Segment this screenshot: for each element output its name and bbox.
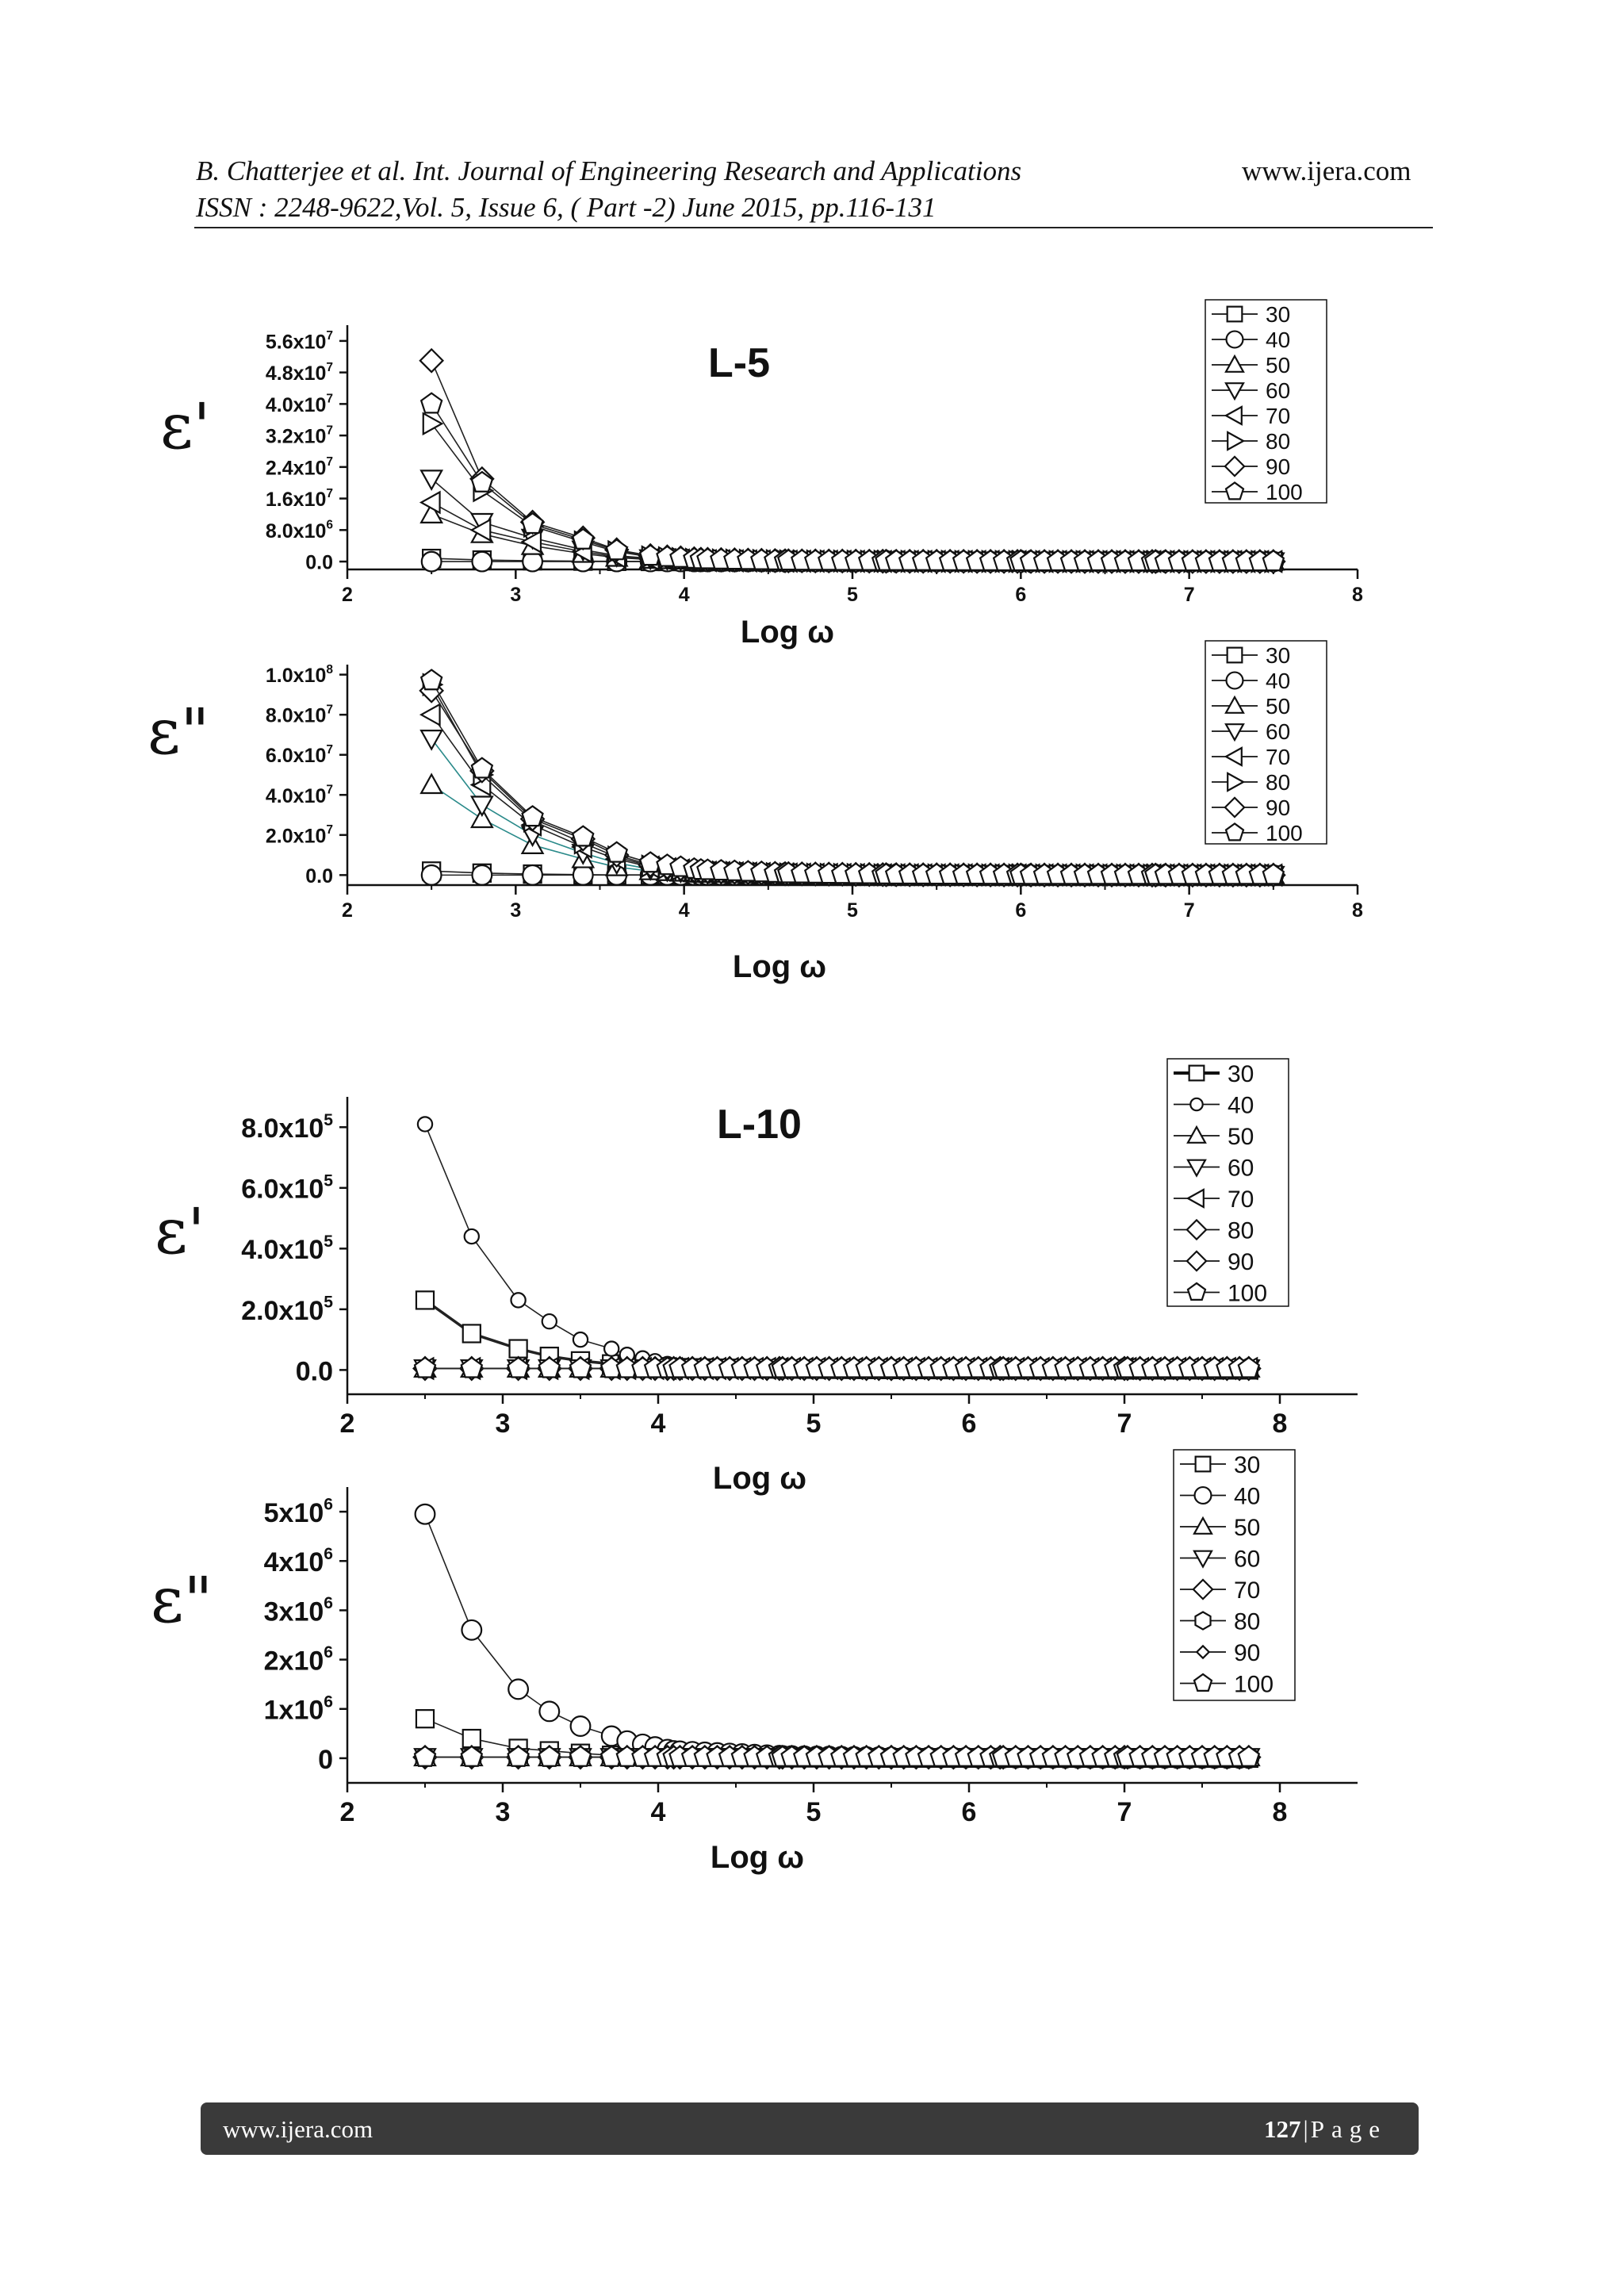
y-axis-label: ε' <box>160 389 211 463</box>
series-line <box>431 785 1274 876</box>
data-point <box>573 865 593 885</box>
data-point <box>542 1314 557 1328</box>
legend-marker <box>1195 1487 1212 1504</box>
legend-label: 100 <box>1266 821 1303 846</box>
data-point <box>421 730 442 749</box>
legend-label: 30 <box>1228 1060 1254 1087</box>
y-tick-label: $5.6x10^7$ <box>265 329 333 354</box>
x-tick-label: 2 <box>339 1409 355 1439</box>
legend-marker <box>1227 673 1243 689</box>
series-line <box>431 680 1274 875</box>
y-tick-label: $1.6x10^7$ <box>265 486 333 512</box>
y-tick-label: 0.0 <box>305 864 333 887</box>
chart-title: L-5 <box>708 340 770 386</box>
x-tick-label: 3 <box>510 899 522 922</box>
legend-label: 90 <box>1234 1639 1261 1666</box>
y-axis-label: ε' <box>155 1194 205 1268</box>
series-80 <box>423 674 1284 885</box>
x-tick-label: 2 <box>342 899 353 922</box>
series-80 <box>423 413 1284 572</box>
legend-label: 50 <box>1266 694 1291 719</box>
data-point <box>416 1291 434 1309</box>
legend-marker <box>1195 1612 1210 1630</box>
x-tick-label: 3 <box>495 1409 511 1439</box>
y-tick-label: $2.0x10^7$ <box>265 823 333 848</box>
data-point <box>421 775 442 793</box>
data-point <box>418 1117 432 1131</box>
legend-marker <box>1196 1457 1211 1472</box>
legend-marker <box>1189 1066 1205 1081</box>
x-tick-label: 7 <box>1116 1409 1132 1439</box>
legend-label: 90 <box>1266 454 1291 480</box>
y-tick-label: $4.0x10^5$ <box>241 1232 333 1266</box>
legend-label: 40 <box>1266 669 1291 694</box>
legend-label: 60 <box>1266 719 1291 745</box>
x-tick-label: 6 <box>961 1409 977 1439</box>
x-tick-label: 7 <box>1183 584 1195 606</box>
chart-4 <box>151 1450 1358 1875</box>
y-tick-label: $4.0x10^7$ <box>265 392 333 416</box>
series-line <box>431 715 1274 875</box>
legend-marker <box>1190 1098 1202 1110</box>
x-tick-label: 8 <box>1352 899 1363 922</box>
journal-site[interactable]: www.ijera.com <box>1242 155 1411 186</box>
x-tick-label: 2 <box>342 584 353 606</box>
y-axis-label: ε" <box>151 1563 213 1637</box>
y-tick-label: $3.2x10^7$ <box>265 424 333 448</box>
legend-label: 100 <box>1266 480 1303 505</box>
data-point <box>421 704 439 725</box>
y-tick-label: $8.0x10^5$ <box>241 1110 333 1144</box>
series-line <box>431 404 1274 562</box>
data-point <box>421 470 442 489</box>
data-point <box>422 552 442 572</box>
series-60 <box>421 730 1284 885</box>
legend-label: 80 <box>1228 1217 1254 1244</box>
series-line <box>431 424 1274 562</box>
data-point <box>571 1716 591 1736</box>
data-point <box>465 1229 479 1244</box>
legend-label: 40 <box>1228 1092 1254 1119</box>
legend-label: 50 <box>1266 353 1291 378</box>
legend-marker <box>1228 307 1243 322</box>
page-separator: | <box>1303 2115 1308 2143</box>
y-tick-label: $8.0x10^6$ <box>265 518 333 542</box>
x-tick-label: 4 <box>678 899 690 922</box>
legend-label: 100 <box>1234 1671 1274 1698</box>
x-tick-label: 5 <box>806 1797 822 1827</box>
y-tick-label: $2.4x10^7$ <box>265 455 333 480</box>
y-tick-label: $1.0x10^8$ <box>265 662 333 688</box>
y-tick-label: 0.0 <box>295 1356 333 1387</box>
page-label: Page <box>1310 2115 1387 2143</box>
legend-label: 40 <box>1266 328 1291 353</box>
data-point <box>463 1730 481 1747</box>
chart-1 <box>160 300 1363 650</box>
legend-label: 70 <box>1228 1186 1254 1213</box>
data-point <box>604 1342 619 1356</box>
y-tick-label: $2x10^6$ <box>263 1643 333 1677</box>
legend-marker <box>1227 332 1243 348</box>
x-tick-label: 7 <box>1116 1797 1132 1827</box>
x-axis-label: Log ω <box>732 949 827 984</box>
series-90 <box>420 680 1285 887</box>
legend <box>1167 1059 1289 1306</box>
legend-label: 70 <box>1266 404 1291 429</box>
x-tick-label: 4 <box>650 1797 666 1827</box>
legend-label: 80 <box>1266 429 1291 454</box>
data-point <box>607 842 627 862</box>
series-line <box>425 1124 1249 1370</box>
data-point <box>511 1293 526 1307</box>
y-tick-label: $8.0x10^7$ <box>265 703 333 727</box>
chart-3 <box>155 1059 1358 1496</box>
footer-site[interactable]: www.ijera.com <box>223 2115 373 2143</box>
legend-label: 80 <box>1234 1608 1261 1635</box>
y-tick-label: 0.0 <box>305 551 333 574</box>
y-tick-label: $4.0x10^7$ <box>265 783 333 807</box>
series-line <box>431 691 1274 875</box>
legend-label: 30 <box>1266 643 1291 669</box>
y-tick-label: $6.0x10^7$ <box>265 742 333 768</box>
data-point <box>472 797 492 815</box>
x-axis-label: Log ω <box>710 1840 805 1875</box>
data-point <box>523 806 543 826</box>
legend-label: 40 <box>1234 1483 1261 1510</box>
data-point <box>416 1710 434 1727</box>
x-tick-label: 6 <box>961 1797 977 1827</box>
y-axis-label: ε" <box>147 695 210 769</box>
x-tick-label: 4 <box>678 584 690 606</box>
series-line <box>431 684 1274 875</box>
y-tick-label: $5x10^6$ <box>263 1495 333 1529</box>
y-tick-label: $2.0x10^5$ <box>241 1293 333 1326</box>
data-point <box>416 1504 435 1524</box>
legend-marker <box>1228 648 1243 663</box>
data-point <box>462 1620 481 1640</box>
page-footer <box>201 2102 1419 2155</box>
x-tick-label: 8 <box>1272 1409 1288 1439</box>
x-tick-label: 6 <box>1015 899 1027 922</box>
series-90 <box>420 349 1285 573</box>
journal-citation-line1: B. Chatterjee et al. Int. Journal of Engineering Research and Applications <box>196 155 1022 186</box>
legend-label: 90 <box>1228 1248 1254 1275</box>
data-point <box>421 670 442 690</box>
y-tick-label: $4.8x10^7$ <box>265 360 333 385</box>
x-tick-label: 6 <box>1015 584 1027 606</box>
legend-label: 70 <box>1234 1577 1261 1604</box>
x-tick-label: 5 <box>847 584 858 606</box>
legend <box>1174 1450 1295 1700</box>
legend-label: 60 <box>1228 1155 1254 1182</box>
data-point <box>422 865 442 885</box>
x-tick-label: 7 <box>1183 899 1195 922</box>
x-axis-label: Log ω <box>740 615 835 650</box>
page-number: 127 <box>1264 2115 1301 2143</box>
x-tick-label: 5 <box>847 899 858 922</box>
legend-label: 50 <box>1228 1123 1254 1150</box>
legend-label: 100 <box>1228 1280 1268 1307</box>
footer-page <box>1264 2115 1387 2144</box>
data-point <box>463 1324 481 1342</box>
chart-2 <box>147 641 1363 984</box>
legend <box>1205 641 1327 845</box>
data-point <box>473 865 492 885</box>
y-tick-label: $1x10^6$ <box>263 1692 333 1726</box>
legend-label: 60 <box>1234 1546 1261 1573</box>
data-point <box>473 552 492 572</box>
data-point <box>523 865 542 885</box>
legend-label: 60 <box>1266 378 1291 404</box>
series-40 <box>418 1117 1256 1377</box>
data-point <box>573 1332 588 1347</box>
chart-title: L-10 <box>717 1102 802 1148</box>
legend-label: 80 <box>1266 770 1291 795</box>
y-tick-label: $3x10^6$ <box>263 1594 333 1627</box>
series-100 <box>421 393 1284 570</box>
y-tick-label: $4x10^6$ <box>263 1544 333 1578</box>
x-tick-label: 8 <box>1272 1797 1288 1827</box>
series-100 <box>421 670 1284 884</box>
x-tick-label: 3 <box>510 584 522 606</box>
x-tick-label: 4 <box>650 1409 666 1439</box>
legend-label: 70 <box>1266 745 1291 770</box>
x-tick-label: 8 <box>1352 584 1363 606</box>
data-point <box>420 349 443 372</box>
legend-label: 30 <box>1266 302 1291 328</box>
legend-label: 30 <box>1234 1451 1261 1478</box>
journal-citation-line2: ISSN : 2248-9622,Vol. 5, Issue 6, ( Part -2) June 2015, pp.116-131 <box>196 192 936 223</box>
y-tick-label: 0 <box>318 1744 333 1775</box>
series-70 <box>421 704 1281 885</box>
legend <box>1205 300 1327 504</box>
y-tick-label: $6.0x10^5$ <box>241 1171 333 1205</box>
legend-label: 50 <box>1234 1514 1261 1541</box>
x-axis-label: Log ω <box>712 1461 807 1496</box>
series-40 <box>416 1504 1259 1768</box>
series-line <box>431 739 1274 876</box>
data-point <box>573 826 593 846</box>
x-tick-label: 5 <box>806 1409 822 1439</box>
legend-label: 90 <box>1266 795 1291 821</box>
x-tick-label: 3 <box>495 1797 511 1827</box>
data-point <box>421 393 442 413</box>
data-point <box>539 1702 559 1722</box>
data-point <box>508 1680 528 1700</box>
data-point <box>510 1340 527 1358</box>
x-tick-label: 2 <box>339 1797 355 1827</box>
